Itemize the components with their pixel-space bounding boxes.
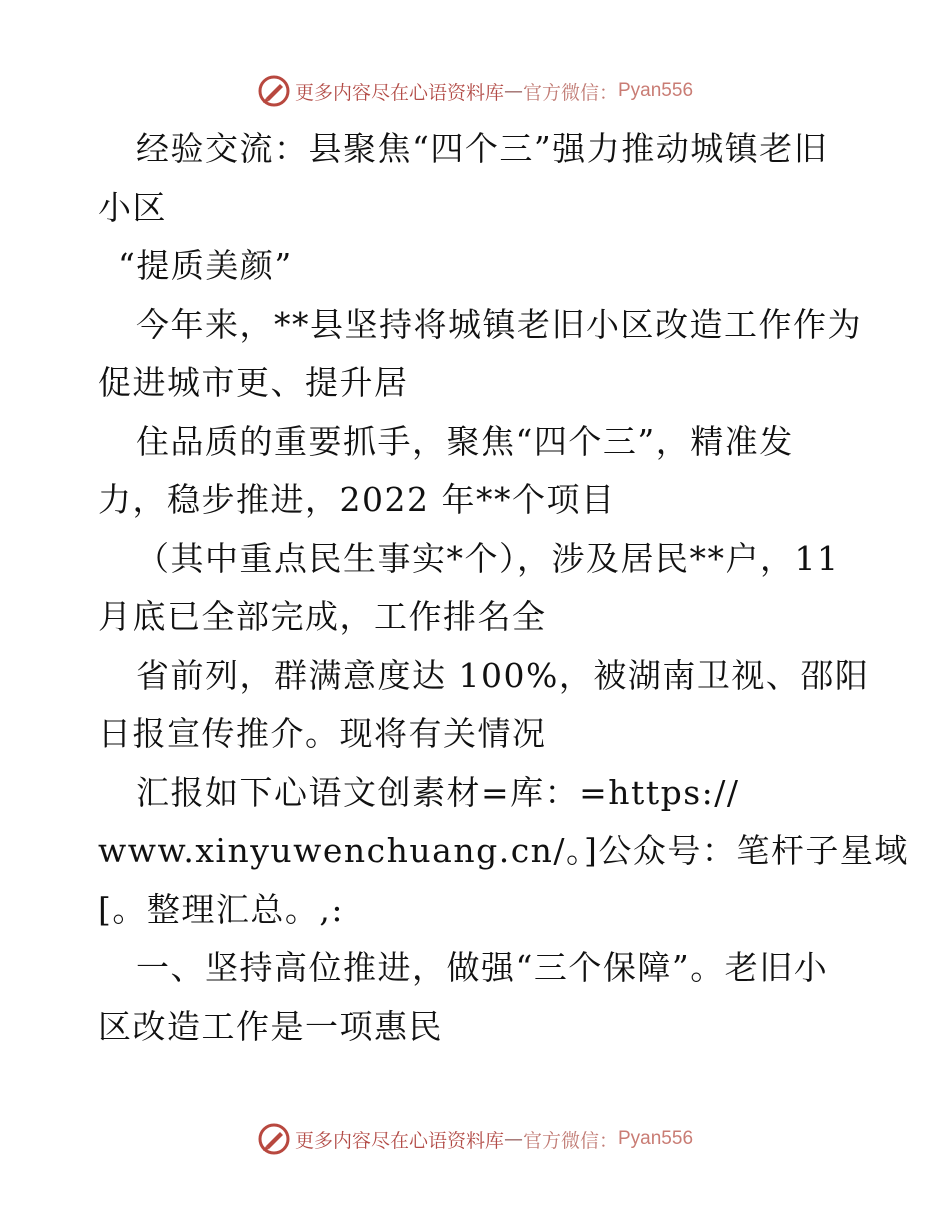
watermark-dash: —: [503, 80, 523, 102]
header-watermark: [0, 71, 950, 111]
footer-watermark: [0, 1119, 950, 1159]
title-line-2: 小区: [98, 187, 167, 227]
pen-logo-icon: [257, 74, 291, 108]
paragraph-line: 月底已全部完成，工作排名全: [98, 597, 547, 636]
pen-logo-icon: [257, 1122, 291, 1156]
paragraph-line: 省前列，群满意度达 100%，被湖南卫视、邵阳: [136, 655, 870, 695]
paragraph-line: （其中重点民生事实*个），涉及居民**户，11: [136, 538, 840, 578]
watermark-dash: —: [503, 1128, 523, 1150]
paragraph-line: 区改造工作是一项惠民: [98, 1006, 443, 1046]
paragraph-line: www.xinyuwenchuang.cn/。]公众号：笔杆子星域: [98, 831, 909, 870]
watermark-account-label: 官方微信：: [522, 1129, 618, 1152]
paragraph-line: 汇报如下心语文创素材=库：=https://: [136, 772, 740, 812]
paragraph-line: 促进城市更、提升居: [98, 363, 409, 402]
paragraph-line: 力，稳步推进，2022 年**个项目: [98, 480, 616, 519]
watermark-prefix: 更多内容尽在心语资料库: [294, 81, 504, 104]
watermark-prefix: 更多内容尽在心语资料库: [294, 1129, 504, 1152]
title-line-3: “提质美颜”: [118, 246, 293, 285]
watermark-account-id: Pyan556: [618, 80, 694, 101]
document-body: [98, 120, 909, 1056]
paragraph-line: 今年来，**县坚持将城镇老旧小区改造工作作为: [136, 304, 862, 344]
watermark-account-label: 官方微信：: [522, 81, 618, 104]
watermark-account-id: Pyan556: [618, 1128, 694, 1149]
paragraph-line: [。整理汇总。,:: [98, 889, 344, 929]
paragraph-line: 日报宣传推介。现将有关情况: [98, 714, 547, 753]
section-heading-line: 一、坚持高位推进，做强“三个保障”。老旧小: [136, 948, 829, 987]
paragraph-line: 住品质的重要抓手，聚焦“四个三”，精准发: [136, 421, 794, 461]
title-line-1: 经验交流：县聚焦“四个三”强力推动城镇老旧: [136, 129, 829, 168]
